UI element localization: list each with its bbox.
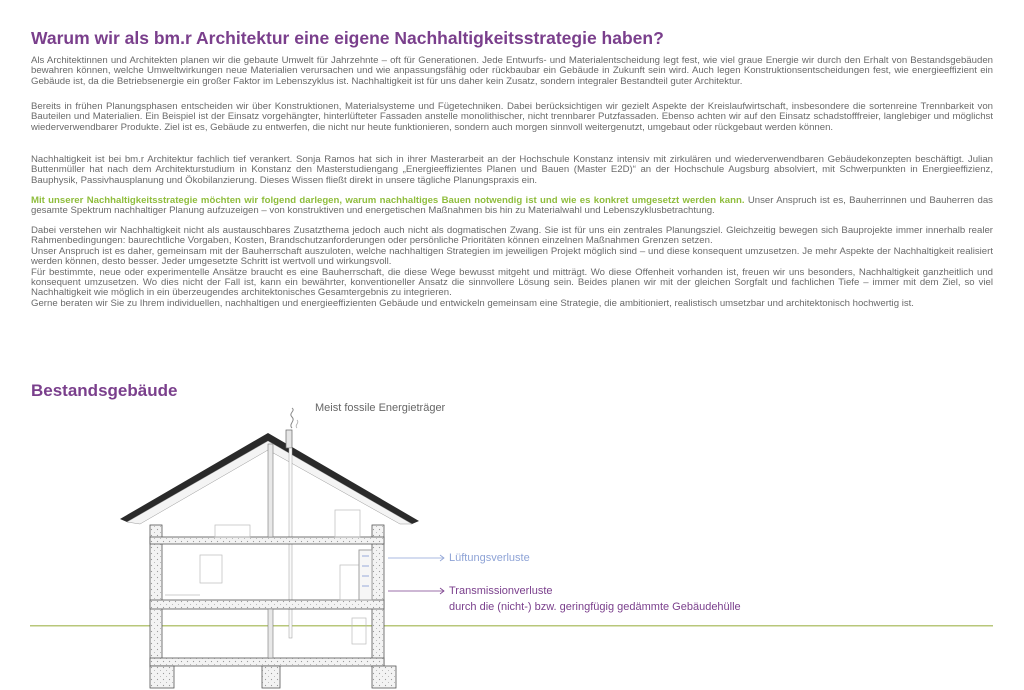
floor-basement xyxy=(150,658,384,666)
ventilation-label: Lüftungsverluste xyxy=(449,552,530,564)
foundation-right xyxy=(372,666,396,688)
closing-paragraph-2: Unser Anspruch ist es daher, gemeinsam mit der Bauherrschaft auszuloten, welche nachhaltigen Strategien im jeweiligen Projekt möglich sind – und diese konsequent umzusetzen. Je mehr Aspekte der Nachhaltigkeit realisiert werden können, desto besser. Jeder umgesetzte Schritt ist wertvoll und wirkungsvoll. xyxy=(31,245,993,268)
chimney xyxy=(286,430,292,448)
section-title: Bestandsgebäude xyxy=(31,381,178,400)
floor-upper xyxy=(150,537,384,544)
foundation-left xyxy=(150,666,174,688)
wall-right xyxy=(372,525,384,667)
transmission-label: Transmissionverluste xyxy=(449,585,553,597)
intro-paragraph-1: Als Architektinnen und Architekten planen wir die gebaute Umwelt für Jahrzehnte – oft für Generationen. Jede Entwurfs- und Materialentscheidung legt fest, wie viel graue Energie wir durch den Erhalt von Bestandsgebäuden bewahren können, welche Umweltwirkungen neue Materialien verursachen und wie anpassungsfähig oder rückbaubar ein Gebäude in Zukunft sein wird. Auch legen Konstruktionsentscheidungen fest, wie energieeffizient ein Gebäude ist, da die Betriebsenergie ein großer Faktor im Lebenszyklus ist. Nachhaltigkeit ist für uns daher kein Zusatz, sondern integraler Bestandteil guter Architektur. xyxy=(31,55,993,87)
highlight-sentence: Mit unserer Nachhaltigkeitsstrategie möchten wir folgend darlegen, warum nachhaltiges Bauen notwendig ist und wie es konkret umgesetzt werden kann. xyxy=(31,195,745,206)
foundation-middle xyxy=(262,666,280,688)
wall-left xyxy=(150,525,162,667)
smoke-icon xyxy=(291,408,293,428)
ventilation-window xyxy=(359,550,372,600)
closing-paragraph-4: Gerne beraten wir Sie zu Ihrem individuellen, nachhaltigen und energieeffizienten Gebäude und entwickeln gemeinsam eine Strategie, die ambitioniert, realistisch umsetzbar und architektonisch hochwertig ist. xyxy=(31,297,914,309)
floor-ground xyxy=(150,600,384,609)
transmission-detail-label: durch die (nicht-) bzw. geringfügig gedämmte Gebäudehülle xyxy=(449,601,741,613)
page-title: Warum wir als bm.r Architektur eine eigene Nachhaltigkeitsstrategie haben? xyxy=(31,28,664,48)
highlight-rest: Unser Anspruch ist es, Bauherrinnen und Bauherren das gesamte Spektrum nachhaltiger Planung aufzuzeigen – von konstruktiven und energetischen Maßnahmen bis hin zu Materialwahl und Lebenszyklusbetrachtung. xyxy=(31,195,993,217)
closing-paragraph-1: Dabei verstehen wir Nachhaltigkeit nicht als austauschbares Zusatzthema jedoch auch nicht als dogmatischen Zwang. Sie ist für uns ein zentrales Planungsziel. Gleichzeitig bewegen sich Bauprojekte immer innerhalb realer Rahmenbedingungen: baurechtliche Vorgaben, Kosten, Brandschutzanforderungen oder persönliche Prioritäten können einzelnen Maßnahmen Grenzen setzen. xyxy=(31,225,993,247)
energy-label: Meist fossile Energieträger xyxy=(315,402,446,414)
ground-line xyxy=(30,623,993,627)
intro-paragraph-2: Bereits in frühen Planungsphasen entscheiden wir über Konstruktionen, Materialsysteme und Fügetechniken. Dabei berücksichtigen wir gezielt Aspekte der Kreislaufwirtschaft, insbesondere die sortenreine Trennbarkeit von Bauteilen und Materialien. Ein Beispiel ist der Einsatz vorgehängter, hinterlüfteter Fassaden anstelle monolithischer, nicht trennbarer Putzfassaden. Ebenso achten wir auf den Einsatz schadstofffreier, langlebiger und möglichst wiederverwendbarer Produkte. Ziel ist es, Gebäude zu entwerfen, die nicht nur heute funktionieren, sondern auch morgen sinnvoll weitergenutzt, umgebaut oder rückgebaut werden können. xyxy=(31,101,993,133)
intro-paragraph-3: Nachhaltigkeit ist bei bm.r Architektur fachlich tief verankert. Sonja Ramos hat sich in ihrer Masterarbeit an der Hochschule Konstanz intensiv mit zirkulären und wiederverwendbaren Gebäudekonzepten beschäftigt. Julian Buttenmüller hat nach dem Architekturstudium in Konstanz den Masterstudiengang „Energieeffizientes Planen und Bauen (Master E2D)“ an der Hochschule Augsburg absolviert, mit Schwerpunkten in Energieeffizienz, Bauphysik, Passivhausplanung und Ökobilanzierung. Dieses Wissen fließt direkt in unsere tägliche Planungspraxis ein. xyxy=(31,154,993,186)
closing-paragraph-3: Für bestimmte, neue oder experimentelle Ansätze braucht es eine Bauherrschaft, die diese Wege bewusst mitgeht und mitträgt. Wo diese Offenheit vorhanden ist, freuen wir uns besonders, Nachhaltigkeit ganzheitlich und konsequent umzusetzen. Wo dies nicht der Fall ist, kann ein bewährter, konventioneller Ansatz die sinnvollere Lösung sein. Beides planen wir mit der gleichen Sorgfalt und fachlichen Tiefe – immer mit dem Ziel, so viel Nachhaltigkeit wie möglich in ein überzeugendes architektonisches Gesamtergebnis zu integrieren. xyxy=(31,266,993,299)
